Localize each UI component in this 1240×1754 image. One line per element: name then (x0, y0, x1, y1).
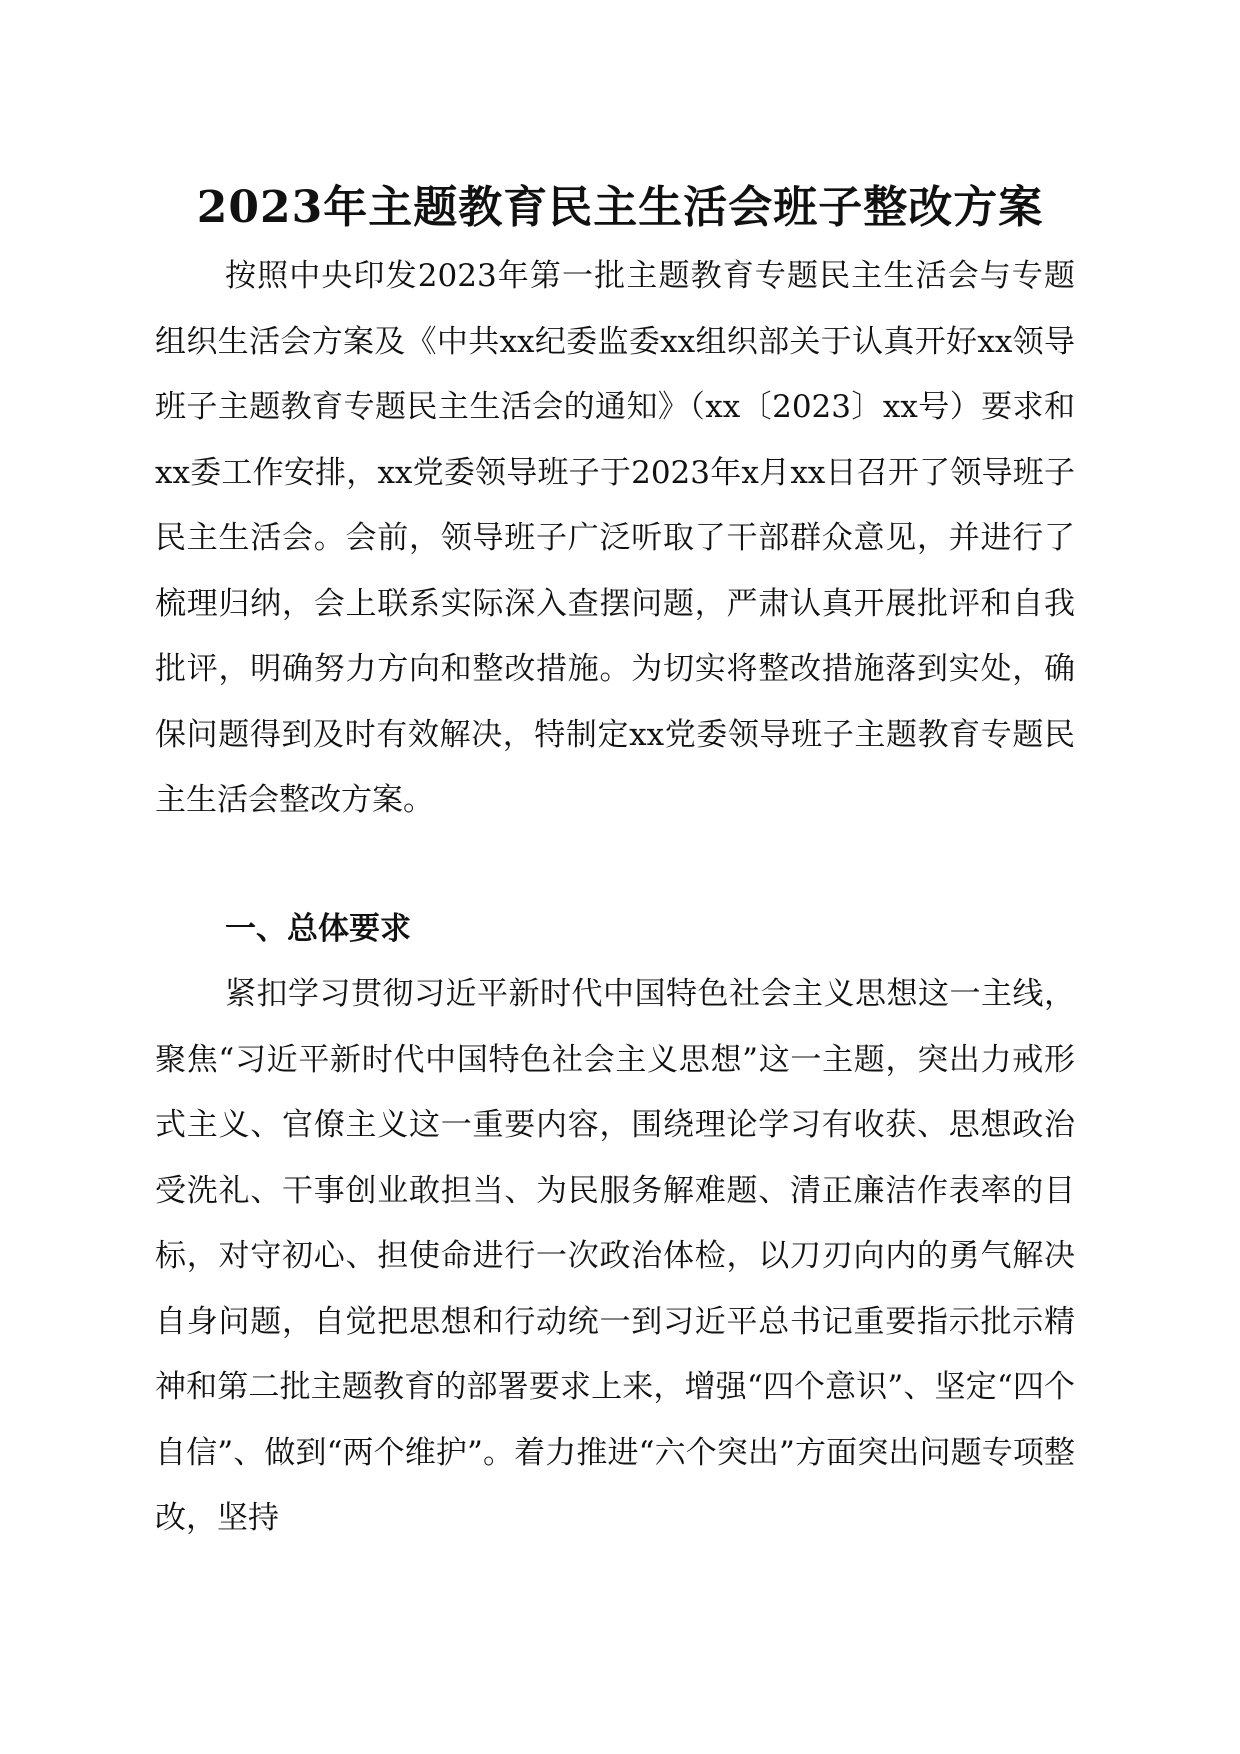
general-requirements-paragraph: 紧扣学习贯彻习近平新时代中国特色社会主义思想这一主线，聚焦“习近平新时代中国特色社会主义思想”这一主题，突出力戒形式主义、官僚主义这一重要内容，围绕理论学习有收获、思想政治受洗礼、干事创业敢担当、为民服务解难题、清正廉洁作表率的目标，对守初心、担使命进行一次政治体检，以刀刃向内的勇气解决自身问题，自觉把思想和行动统一到习近平总书记重要指示批示精神和第二批主题教育的部署要求上来，增强“四个意识”、坚定“四个自信”、做到“两个维护”。着力推进“六个突出”方面突出问题专项整改，坚持 (155, 976, 1075, 1536)
document-title: 2023年主题教育民主生活会班子整改方案 (196, 182, 1044, 233)
intro-paragraph: 按照中央印发2023年第一批主题教育专题民主生活会与专题组织生活会方案及《中共xx纪委监委xx组织部关于认真开好xx领导班子主题教育专题民主生活会的通知》（xx〔2023〕xx号）要求和xx委工作安排，xx党委领导班子于2023年x月xx日召开了领导班子民主生活会。会前，领导班子广泛听取了干部群众意见，并进行了梳理归纳，会上联系实际深入查摆问题，严肃认真开展批评和自我批评，明确努力方向和整改措施。为切实将整改措施落到实处，确保问题得到及时有效解决，特制定xx党委领导班子主题教育专题民主生活会整改方案。 (155, 258, 1075, 818)
section-heading-general-requirements: 一、总体要求 (225, 911, 411, 947)
